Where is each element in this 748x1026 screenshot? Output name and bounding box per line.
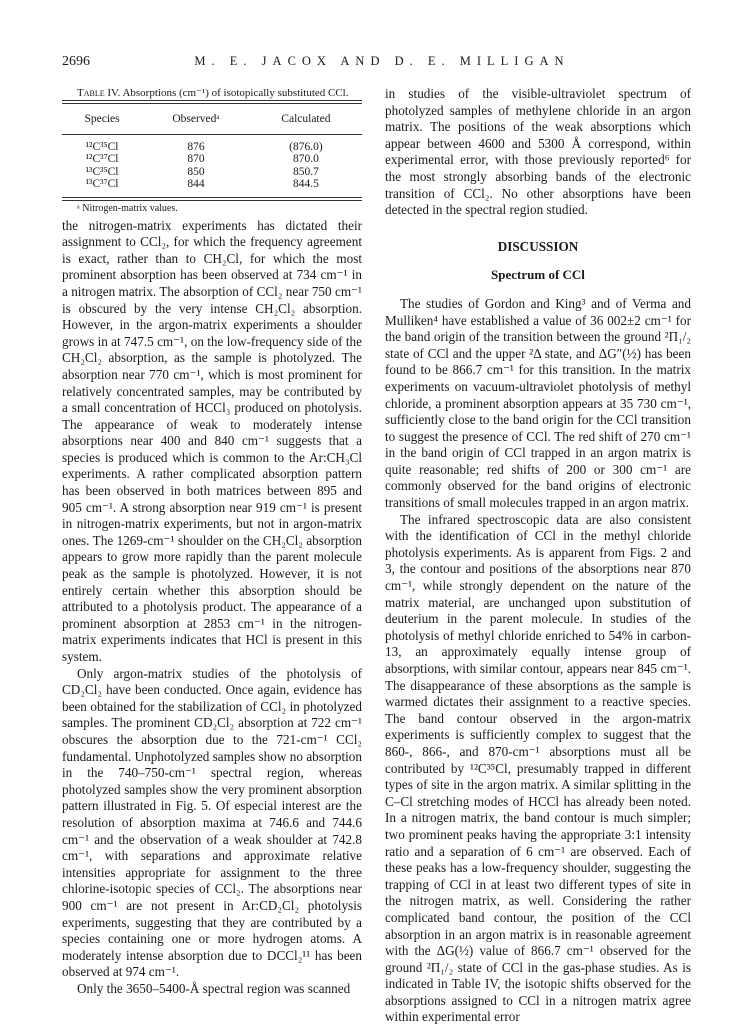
table-cell: 876 bbox=[187, 140, 205, 153]
isotope-table bbox=[62, 104, 362, 197]
body-paragraph: the nitrogen-matrix experiments has dictated their assignment to CCl₂, for which the frequency agreement is exact, rather than to CH₂Cl, for which the most prominent absorption has been observed at 734 cm⁻¹ in a nitrogen matrix. The absorption of CCl₂ near 750 cm⁻¹ is obscured by the very intense CH₂Cl₂ absorption. However, in the argon-matrix experiments a shoulder grows in at 747.5 cm⁻¹, on the low-frequency side of the CH₂Cl₂ absorption, as the sample is photolyzed. The absorption near 770 cm⁻¹, which is most prominent for relatively concentrated samples, may be contributed by a small concentration of HCCl₃ produced on photolysis. The appearance of weak to moderately intense absorptions near 400 and 840 cm⁻¹ suggests that a species is produced which is common to the Ar:CH₃Cl experiments. A rather complicated absorption pattern has been observed in both matrices between 895 and 905 cm⁻¹. A strong absorption near 919 cm⁻¹ is present in nitrogen-matrix experiments, but not in argon-matrix ones. The 1269-cm⁻¹ shoulder on the CH₂Cl₂ absorption appears to grow more rapidly than the parent molecule peak as the sample is photolyzed. However, it is not entirely certain whether this absorption should be attributed to a photolysis product. The appearance of a prominent absorption at 2853 cm⁻¹ in the nitrogen-matrix experiments indicates that HCl is present in this system. bbox=[62, 217, 362, 664]
body-paragraph: Only argon-matrix studies of the photolysis of CD₂Cl₂ have been conducted. Once again, evidence has been obtained for the stabilization of CCl₂ in photolyzed samples. The prominent CD₂Cl₂ absorption at 722 cm⁻¹ obscures the absorption due to the 721-cm⁻¹ CCl₂ fundamental. Unphotolyzed samples show no absorption in the 740–750-cm⁻¹ spectral region, whereas photolyzed samples show the very prominent absorption pattern illustrated in Fig. 5. Of especial interest are the resolution of absorption maxima at 746.6 and 744.6 cm⁻¹ and the observation of a weak shoulder at 742.8 cm⁻¹, with separations and approximate relative intensities appropriate for assignment to the three chlorine-isotopic species of CCl₂. The absorptions near 900 cm⁻¹ are not present in Ar:CD₂Cl₂ photolysis experiments, suggesting that they are contributed by a species containing one or more hydrogen atoms. A moderately intense absorption due to DCCl₂¹¹ has been observed at 974 cm⁻¹. bbox=[62, 665, 362, 980]
body-paragraph: The studies of Gordon and King³ and of Verma and Mulliken⁴ have established a value of 36 002±2 cm⁻¹ for the band origin of the transition between the ground ²Π₁/₂ state of CCl and the upper ²Δ state, and ΔG″(½) has been found to be 866.7 cm⁻¹ for this transition. In the matrix experiments on vacuum-ultraviolet photolysis of methyl chloride, a prominent absorption appears at 35 730 cm⁻¹, sufficiently close to the band origin for the CCl transition to suggest the presence of CCl. The red shift of 270 cm⁻¹ in the band origin of CCl trapped in an argon matrix is quite reasonable; red shifts of 200 or 300 cm⁻¹ are commonly observed for the band origins of electronic transitions of small molecules trapped in an argon matrix. bbox=[385, 295, 691, 511]
table-cell: 870 bbox=[187, 153, 205, 166]
left-column bbox=[62, 86, 362, 997]
table-cell: (876.0) bbox=[289, 140, 323, 153]
table-cell: 850.7 bbox=[292, 165, 319, 178]
table-label: Table IV. bbox=[77, 87, 121, 99]
col-species: Species bbox=[84, 113, 120, 125]
table-footnote: ᵃ Nitrogen-matrix values. bbox=[77, 202, 178, 214]
col-calculated: Calculated bbox=[281, 113, 331, 125]
right-column bbox=[385, 86, 691, 1026]
table-row bbox=[62, 153, 362, 166]
table-caption bbox=[62, 86, 362, 100]
page-header bbox=[62, 54, 702, 74]
col-observed: Observedᵃ bbox=[172, 113, 220, 125]
body-paragraph: in studies of the visible-ultraviolet spectrum of photolyzed samples of methylene chloride in an argon matrix. The positions of the weak absorptions which appear between 4600 and 5300 Å correspond, within experimental error, with those previously reported⁶ for the most strongly absorbing bands of the electronic transition of CCl₂. No other absorptions have been detected in the spectral region studied. bbox=[385, 86, 691, 218]
body-paragraph: The infrared spectroscopic data are also consistent with the identification of CCl in the methyl chloride photolysis experiments. As is apparent from Figs. 2 and 3, the contour and positions of the absorptions near 870 cm⁻¹, while strongly dependent on the nature of the matrix material, are unchanged upon substitution of deuterium in the parent molecule. In studies of the photolysis of methyl chloride enriched to 54% in carbon-13, an approximately equally intense group of absorptions, with similar contour, appears near 845 cm⁻¹. The disappearance of these absorptions as the sample is warmed dictates their assignment to a reactive species. The band contour observed in the argon-matrix experiments is sufficiently complex to suggest that the 860-, 866-, and 870-cm⁻¹ absorptions must all be contributed by ¹²C³⁵Cl, presumably trapped in different types of site in the argon matrix. A similar splitting in the C–Cl stretching modes of HCCl has already been noted. In a nitrogen matrix, the band contour is much simpler; two prominent peaks having the appropriate 3:1 intensity ratio and a separation of 6 cm⁻¹ are observed. Each of these peaks has a low-frequency shoulder, suggesting the trapping of CCl in at least two different types of site in the nitrogen matrix, as well. Considering the rather complicated band contour, the position of the CCl absorption in an argon matrix is in reasonable agreement with the ΔG(½) value of 866.7 cm⁻¹ observed for the ground ²Π₁/₂ state of CCl in the gas-phase studies. As is indicated in Table IV, the isotopic shifts observed for the absorptions assigned to CCl in a nitrogen matrix agree within experimental error bbox=[385, 511, 691, 1025]
table-row bbox=[62, 178, 362, 197]
table-cell: 850 bbox=[187, 165, 205, 178]
table-row bbox=[62, 166, 362, 179]
table-cell: 844 bbox=[187, 178, 205, 191]
table-row bbox=[62, 134, 362, 153]
running-head: M. E. JACOX AND D. E. MILLIGAN bbox=[194, 54, 570, 68]
table-cell: 844.5 bbox=[292, 178, 319, 191]
page-number: 2696 bbox=[62, 54, 90, 69]
table-caption-text: Absorptions (cm⁻¹) of isotopically substituted CCl. bbox=[122, 87, 349, 99]
table-cell: ¹²C³⁷Cl bbox=[85, 153, 119, 166]
body-paragraph: Only the 3650–5400-Å spectral region was scanned bbox=[77, 980, 351, 996]
table-cell: 870.0 bbox=[292, 153, 319, 166]
subsection-heading: Spectrum of CCl bbox=[491, 267, 585, 283]
section-heading: DISCUSSION bbox=[497, 238, 579, 254]
table-cell: ¹³C³⁵Cl bbox=[85, 165, 119, 178]
table-cell: ¹²C³⁵Cl bbox=[85, 140, 119, 153]
table-cell: ¹³C³⁷Cl bbox=[85, 178, 119, 191]
